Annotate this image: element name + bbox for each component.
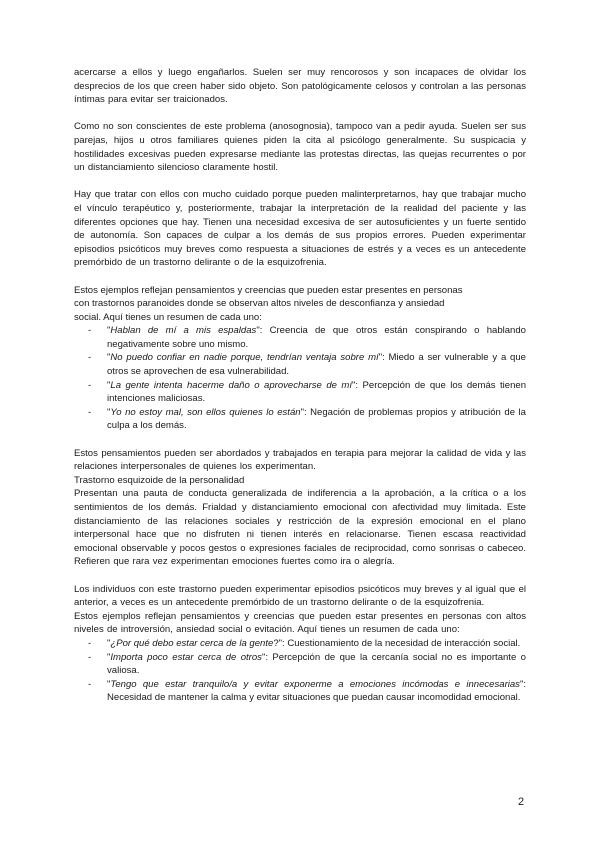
list-item: - "¿Por qué debo estar cerca de la gente?": Cuestionamiento de la necesidad de interacción social. xyxy=(88,637,521,649)
paragraph-esquizoide-definicion: Presentan una pauta de conducta generalizada de indiferencia a la aprobación, a la crítica o a los sentimientos de los demás. Frialdad y distanciamiento emocional con afectividad muy limitada. Este distanciamiento de las relaciones sociales y restricción de la expresión emocional en el plano interpersonal hace que no disfruten ni tienen interés en relacionarse. Tienen escasa reactividad emocional observable y pocos gestos o expresiones faciales de reciprocidad, como sonrisas o cabeceo. Refieren que rara vez experimentan emociones fuertes como ira o alegría. xyxy=(74,488,526,568)
quote-text: La gente intenta hacerme daño o aprovecharse de mí xyxy=(110,379,353,391)
intro-line-3: social. Aquí tienes un resumen de cada uno: xyxy=(74,311,262,323)
list-item: - "Yo no estoy mal, son ellos quienes lo están": Negación de problemas propios y atribución de la culpa a los demás. xyxy=(88,406,526,432)
list-item: - "La gente intenta hacerme daño o aprovecharse de mí": Percepción de que los demás tienen intenciones maliciosas. xyxy=(88,379,527,405)
quote-description: : Percepción de que los demás tienen intenciones maliciosas. xyxy=(107,379,527,405)
quote-description: : Miedo a ser vulnerable y a que otros se aprovechen de esa vulnerabilidad. xyxy=(107,352,526,378)
intro-line-2: con trastornos paranoides donde se observan altos niveles de desconfianza y ansiedad xyxy=(74,298,445,310)
paragraph-episodios: Los individuos con este trastorno pueden experimentar episodios psicóticos muy breves y al igual que el anterior, a veces es un antecedente premórbido de un trastorno delirante o de la esquizofrenia. xyxy=(74,583,526,609)
quote-text: No puedo confiar en nadie porque, tendrían ventaja sobre mí xyxy=(110,352,379,364)
paragraph-anosognosia: Como no son conscientes de este problema (anosognosia), tampoco van a pedir ayuda. Suelen ser sus parejas, hijos u otros familiares quienes piden la cita al psicólogo generalmente. Su suspicacia y hostilidades excesivas pueden expresarse mediante las protestas directas, las quejas recurrentes o por un distanciamiento silencioso claramente hostil. xyxy=(74,121,526,174)
quote-description: : Creencia de que otros están conspirando o hablando negativamente sobre uno mismo. xyxy=(107,325,526,350)
quote-text: Importa poco estar cerca de otros xyxy=(110,651,262,663)
paragraph-intro-esquizoide: Estos ejemplos reflejan pensamientos y creencias que pueden estar presentes en personas con altos niveles de introversión, ansiedad social o evitación. Aquí tienes un resumen de cada uno: xyxy=(74,610,526,636)
paragraph-rencorosos: acercarse a ellos y luego engañarlos. Suelen ser muy rencorosos y son incapaces de olvidar los desprecios de los que creen haber sido objeto. Son patológicamente celosos y controlan a las personas íntimas para evitar ser traicionados. xyxy=(74,67,526,106)
dash-bullet: - xyxy=(88,352,92,364)
page-number: 2 xyxy=(518,796,525,808)
dash-bullet: - xyxy=(88,406,92,418)
quote-description: : Necesidad de mantener la calma y evitar situaciones que puedan causar incomodidad emocional. xyxy=(107,678,526,704)
intro-line-1: Estos ejemplos reflejan pensamientos y creencias que pueden estar presentes en personas xyxy=(74,284,463,296)
list-item: - "Hablan de mí a mis espaldas": Creencia de que otros están conspirando o hablando negativamente sobre uno mismo. xyxy=(88,325,526,350)
quote-text: Yo no estoy mal, son ellos quienes lo están xyxy=(110,406,301,418)
quote-description: : Percepción de que la cercanía social no es importante o valiosa. xyxy=(107,651,526,677)
quote-text: Hablan de mí a mis espaldas xyxy=(110,325,257,337)
quote-description: : Negación de problemas propios y atribución de la culpa a los demás. xyxy=(107,406,526,432)
quote-description: : Cuestionamiento de la necesidad de interacción social. xyxy=(282,637,521,649)
dash-bullet: - xyxy=(88,325,92,337)
paragraph-tratamiento: Hay que tratar con ellos con mucho cuidado porque pueden malinterpretarnos, hay que trabajar mucho el vínculo terapéutico y, posteriormente, trabajar la interpretación de la realidad del paciente y las diferentes opciones que hay. Tienen una necesidad excesiva de ser autosuficientes y un fuerte sentido de autonomía. Son capaces de culpar a los demás de sus propios errores. Pueden experimentar episodios psicóticos muy breves como respuesta a situaciones de estrés y a veces es un antecedente premórbido de un trastorno delirante o de la esquizofrenia. xyxy=(74,189,526,269)
list-item: - "No puedo confiar en nadie porque, tendrían ventaja sobre mí": Miedo a ser vulnerable y a que otros se aprovechen de esa vulnerabilidad. xyxy=(88,352,526,378)
dash-bullet: - xyxy=(88,678,92,690)
quote-text: ¿Por qué debo estar cerca de la gente xyxy=(110,637,274,649)
dash-bullet: - xyxy=(88,637,92,649)
list-item: - "Tengo que estar tranquilo/a y evitar exponerme a emociones incómodas e innecesarias": Necesidad de mantener la calma y evitar situaciones que puedan causar incomodidad emocional. xyxy=(88,678,526,704)
section-heading: Trastorno esquizoide de la personalidad xyxy=(74,474,245,486)
list-item: - "Importa poco estar cerca de otros": Percepción de que la cercanía social no es importante o valiosa. xyxy=(88,651,526,677)
paragraph-intro-paranoide xyxy=(74,284,526,325)
dash-bullet: - xyxy=(88,379,92,391)
dash-bullet: - xyxy=(88,651,92,663)
list-paranoid-thoughts xyxy=(74,324,526,433)
quote-text: Tengo que estar tranquilo/a y evitar exponerme a emociones incómodas e innecesarias xyxy=(110,678,520,690)
list-schizoid-thoughts xyxy=(74,637,526,705)
document-page xyxy=(74,66,526,705)
paragraph-terapia: Estos pensamientos pueden ser abordados y trabajados en terapia para mejorar la calidad de vida y las relaciones interpersonales de quienes los experimentan. xyxy=(74,447,526,473)
